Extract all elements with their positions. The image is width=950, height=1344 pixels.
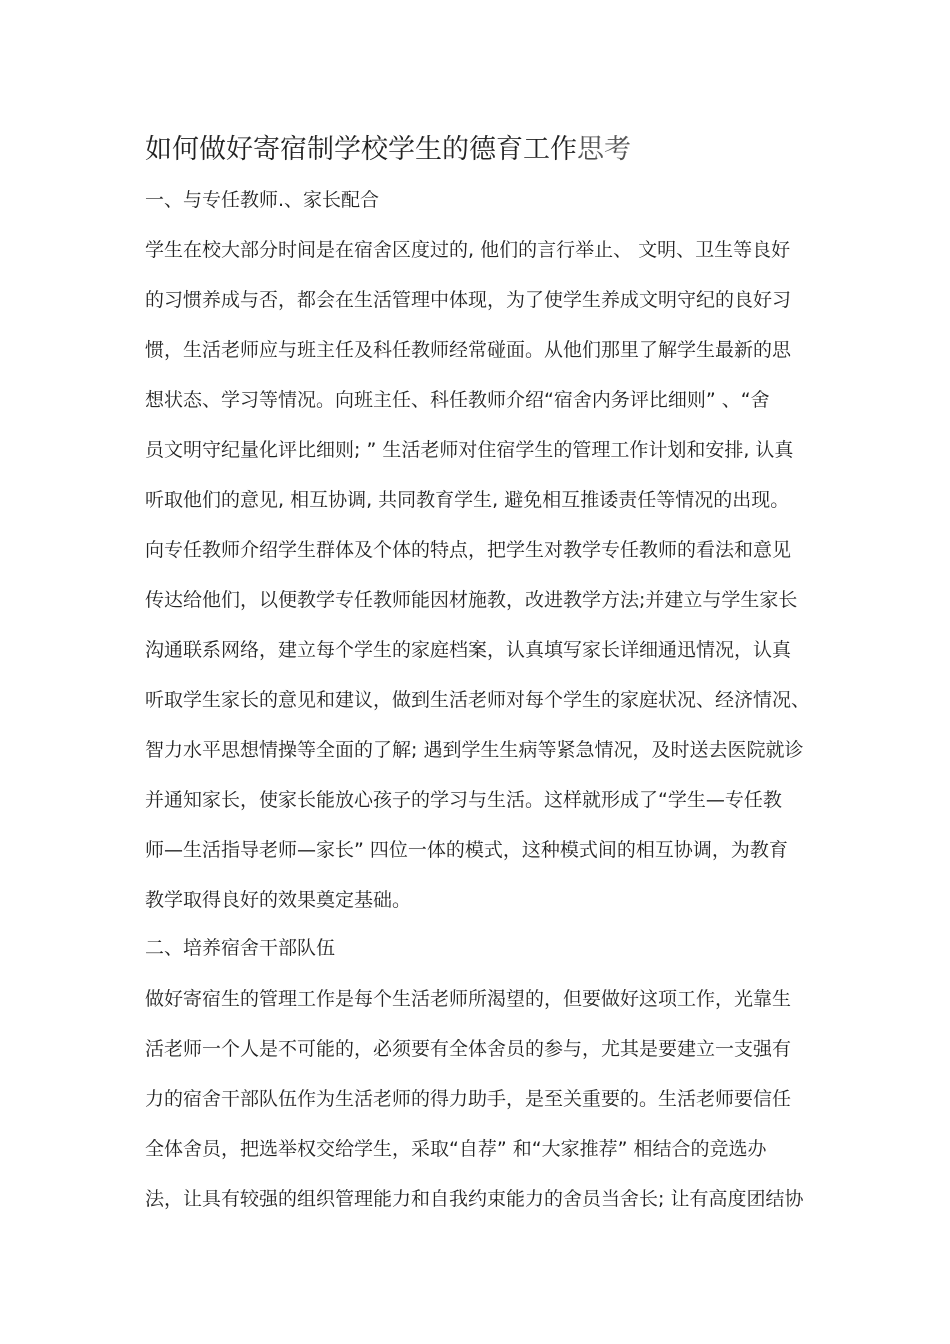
document-title [145, 130, 631, 170]
paragraph-line: 力的宿舍干部队伍作为生活老师的得力助手，是至关重要的。生活老师要信任 [145, 1088, 792, 1110]
paragraph-line: 想状态、学习等情况。向班主任、科任教师介绍“宿舍内务评比细则” 、“舍 [145, 389, 770, 411]
title-tail: 思考 [577, 134, 631, 165]
paragraph-line: 向专任教师介绍学生群体及个体的特点，把学生对教学专任教师的看法和意见 [145, 539, 792, 561]
paragraph-line: 并通知家长，使家长能放心孩子的学习与生活。这样就形成了“学生—专任教 [145, 789, 782, 811]
paragraph-line: 教学取得良好的效果奠定基础。 [145, 889, 412, 911]
paragraph-line: 智力水平思想情操等全面的了解; 遇到学生生病等紧急情况，及时送去医院就诊 [145, 739, 804, 761]
paragraph-line: 听取学生家长的意见和建议，做到生活老师对每个学生的家庭状况、经济情况、 [145, 689, 811, 711]
paragraph-line: 学生在校大部分时间是在宿舍区度过的, 他们的言行举止、 文明、卫生等良好 [145, 239, 791, 261]
paragraph-line: 做好寄宿生的管理工作是每个生活老师所渴望的，但要做好这项工作，光靠生 [145, 988, 792, 1010]
paragraph-line: 惯，生活老师应与班主任及科任教师经常碰面。从他们那里了解学生最新的思 [145, 339, 792, 361]
paragraph-line: 听取他们的意见, 相互协调, 共同教育学生, 避免相互推诿责任等情况的出现。 [145, 489, 790, 511]
paragraph-line: 的习惯养成与否，都会在生活管理中体现，为了使学生养成文明守纪的良好习 [145, 289, 792, 311]
paragraph-line: 活老师一个人是不可能的，必须要有全体舍员的参与，尤其是要建立一支强有 [145, 1038, 792, 1060]
paragraph-line: 师—生活指导老师—家长” 四位一体的模式，这种模式间的相互协调，为教育 [145, 839, 788, 861]
paragraph-line: 传达给他们，以便教学专任教师能因材施教，改进教学方法;并建立与学生家长 [145, 589, 798, 611]
paragraph-line: 沟通联系网络，建立每个学生的家庭档案，认真填写家长详细通迅情况，认真 [145, 639, 792, 661]
paragraph-line: 全体舍员，把选举权交给学生，采取“自荐” 和“大家推荐” 相结合的竞选办 [145, 1138, 767, 1160]
paragraph-line: 法，让具有较强的组织管理能力和自我约束能力的舍员当舍长; 让有高度团结协 [145, 1188, 804, 1210]
title-main: 如何做好寄宿制学校学生的德育工作 [145, 134, 577, 165]
paragraph-line: 员文明守纪量化评比细则; ” 生活老师对住宿学生的管理工作计划和安排, 认真 [145, 439, 794, 461]
section-heading-2: 二、培养宿舍干部队伍 [145, 937, 336, 959]
section-heading-1: 一、与专任教师.、家长配合 [145, 189, 380, 211]
